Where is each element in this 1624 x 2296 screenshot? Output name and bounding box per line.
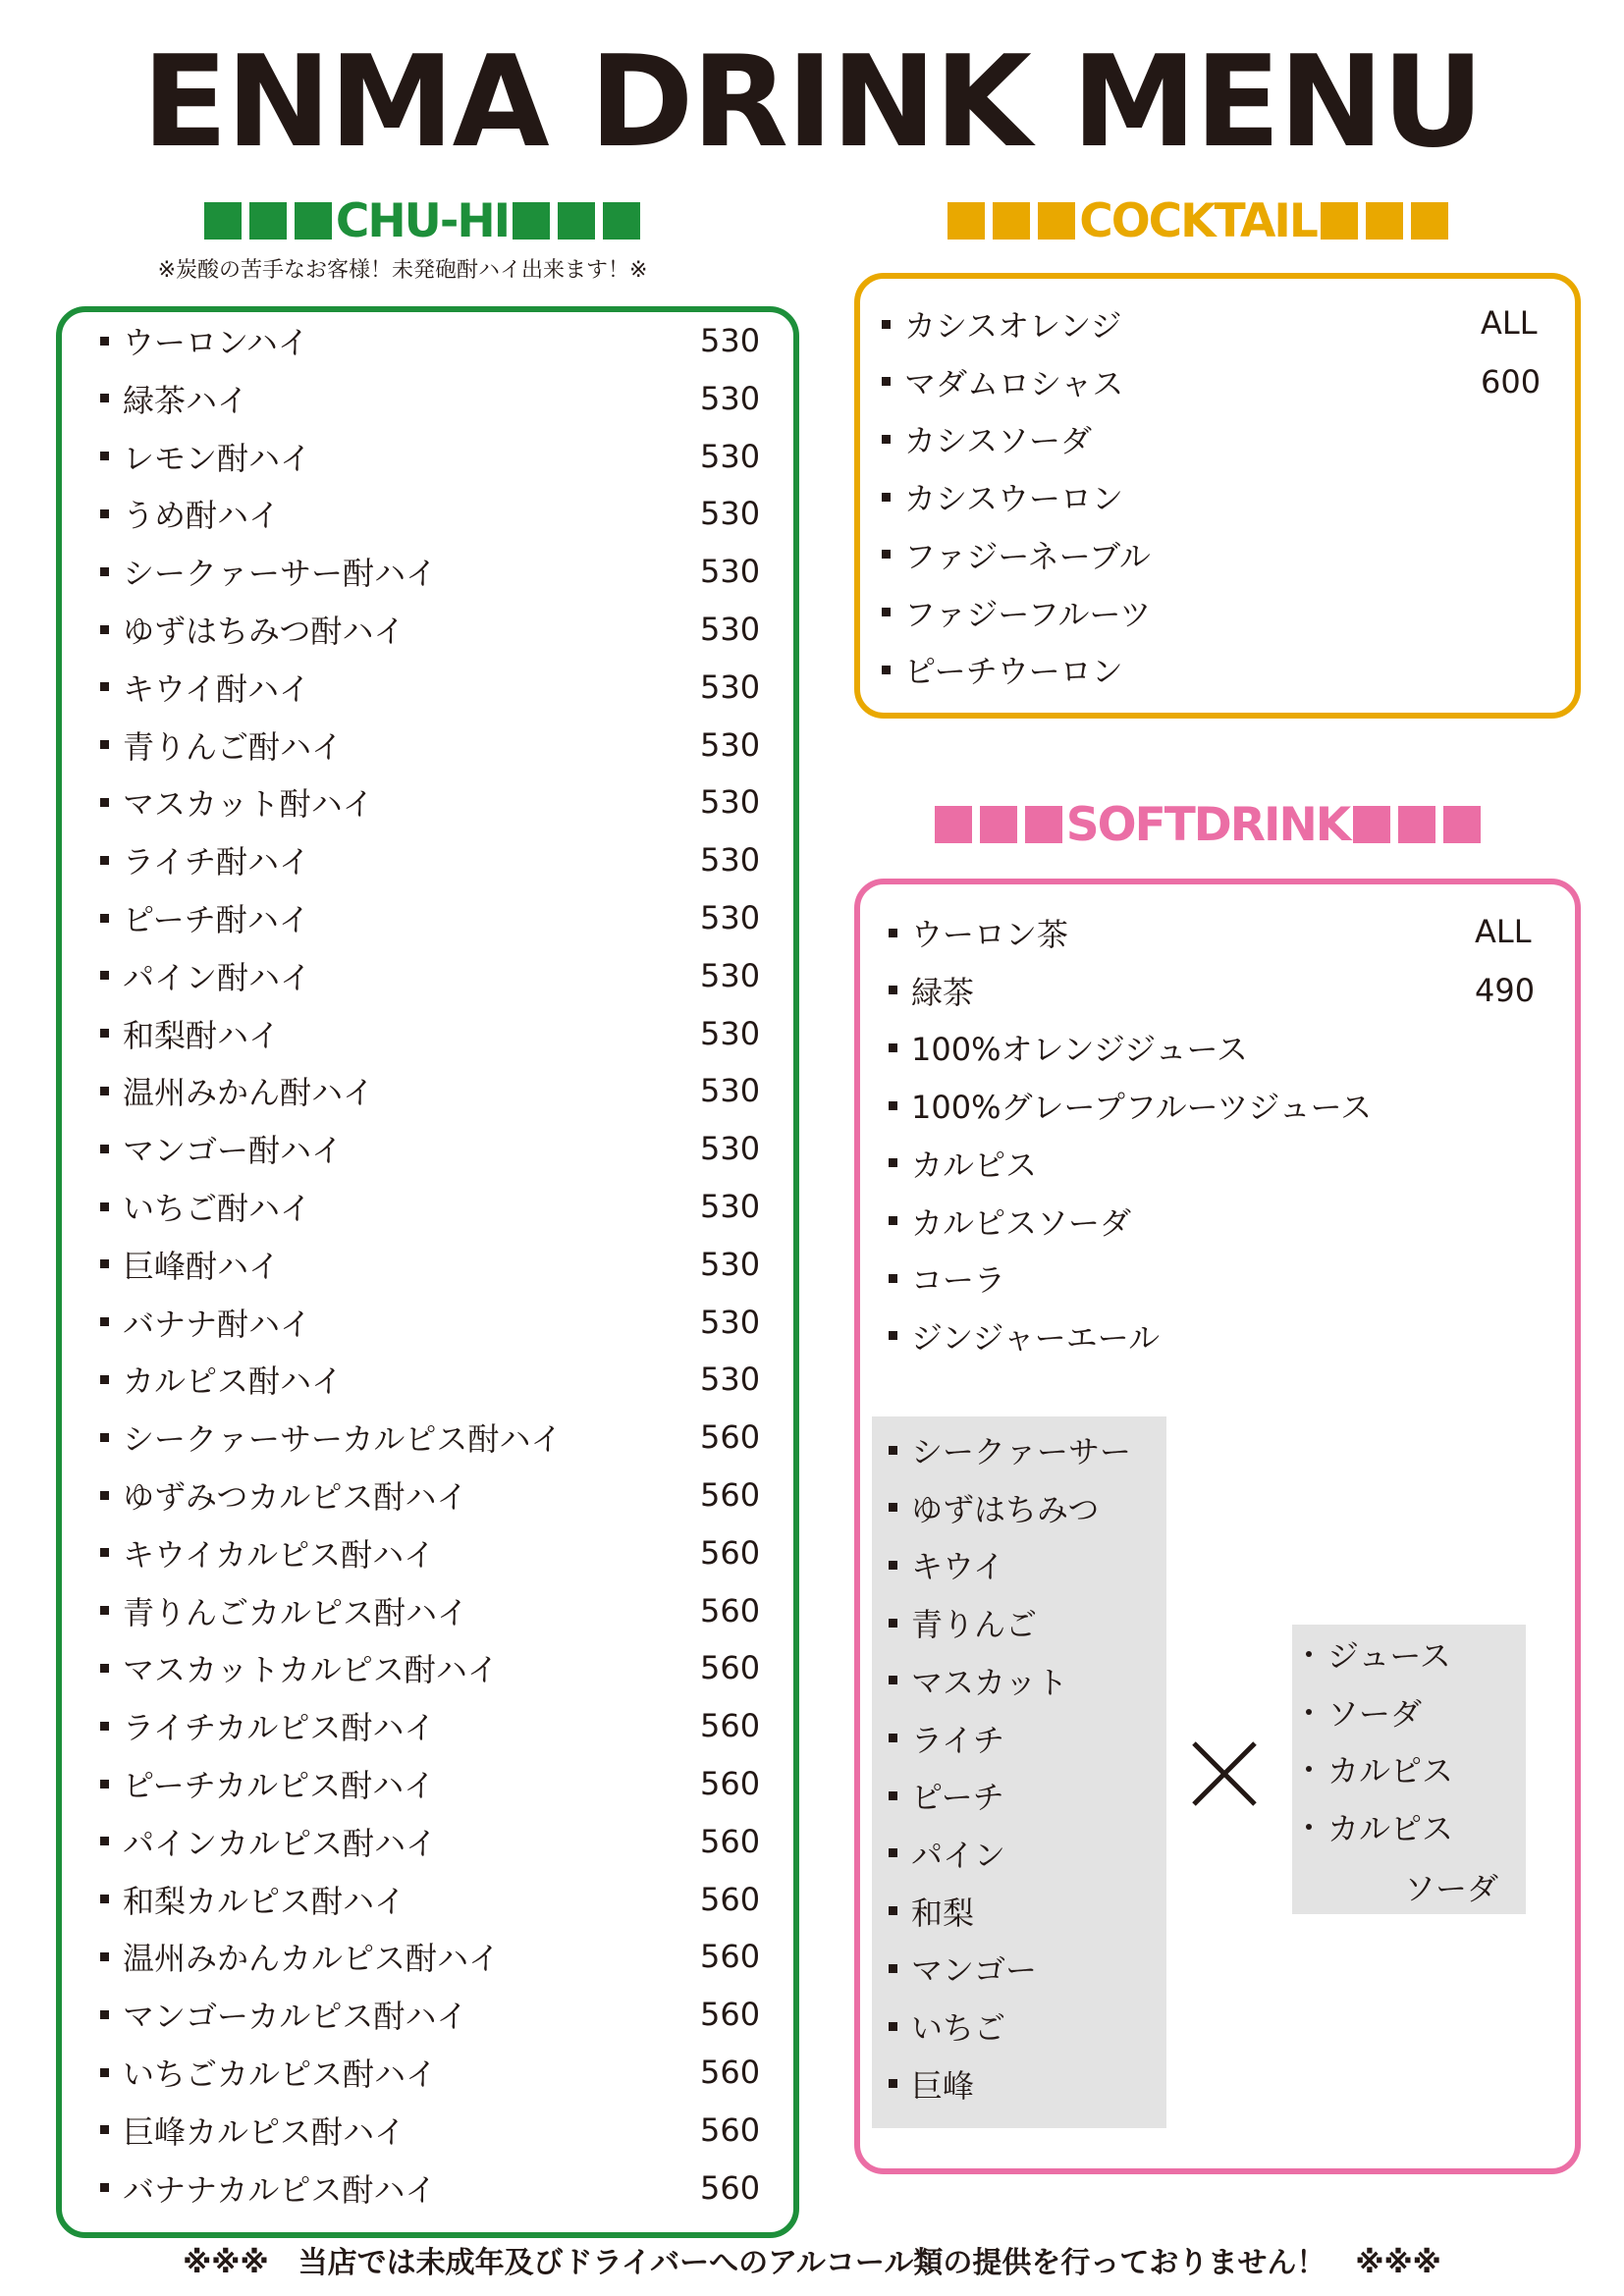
chuhi-item-label: マスカットカルピス酎ハイ xyxy=(123,1651,499,1689)
page-title: ENMA DRINK MENU xyxy=(141,29,1483,176)
chuhi-item xyxy=(100,1127,343,1170)
bullet-icon xyxy=(100,1259,109,1268)
chuhi-heading xyxy=(177,193,668,248)
flavor-item xyxy=(889,2004,1005,2048)
chuhi-item-label: キウイ酎ハイ xyxy=(123,669,311,708)
chuhi-heading-text: CHU-HI xyxy=(335,193,510,248)
bullet-icon xyxy=(1306,1709,1312,1715)
cocktail-item xyxy=(882,475,1123,518)
chuhi-item-price: 530 xyxy=(700,956,761,994)
softdrink-item xyxy=(889,1084,1372,1127)
cocktail-item-label: カシスオレンジ xyxy=(904,307,1122,345)
bullet-icon xyxy=(100,1317,109,1326)
bullet-icon xyxy=(100,1548,109,1557)
decor-square xyxy=(513,202,550,240)
bullet-icon xyxy=(100,2183,109,2192)
chuhi-item-label: ライチ酎ハイ xyxy=(123,843,311,881)
flavor-item-label: マンゴー xyxy=(911,1951,1038,1990)
flavor-item xyxy=(889,1774,1004,1817)
decor-square xyxy=(935,806,972,843)
decor-square xyxy=(295,202,332,240)
cocktail-item xyxy=(882,533,1151,576)
chuhi-item-label: 和梨カルピス酎ハイ xyxy=(123,1882,406,1920)
chuhi-item-label: バナナカルピス酎ハイ xyxy=(123,2170,437,2209)
decor-square xyxy=(1411,202,1448,240)
bullet-icon xyxy=(889,1101,897,1110)
chuhi-item xyxy=(100,723,343,767)
cocktail-item-label: カシスソーダ xyxy=(904,422,1093,460)
chuhi-item-price: 530 xyxy=(700,322,761,359)
chuhi-item-price: 530 xyxy=(700,379,761,417)
flavor-item-label: ライチ xyxy=(911,1721,1005,1759)
chuhi-item-price: 560 xyxy=(700,2110,761,2149)
chuhi-item xyxy=(100,1069,374,1112)
bullet-icon xyxy=(100,509,109,518)
chuhi-item xyxy=(100,1935,500,1978)
chuhi-item-label: バナナ酎ハイ xyxy=(123,1305,312,1343)
softdrink-item-label: ウーロン茶 xyxy=(911,916,1069,953)
bullet-icon xyxy=(889,1734,897,1742)
chuhi-item-label: レモン酎ハイ xyxy=(123,439,312,477)
decor-square xyxy=(204,202,242,240)
bullet-icon xyxy=(100,1029,109,1038)
flavor-item xyxy=(889,1543,1004,1586)
chuhi-item-price: 530 xyxy=(700,1014,761,1052)
chuhi-item-label: 青りんご酎ハイ xyxy=(123,727,344,766)
chuhi-note: ※炭酸の苦手なお客様！未発砲酎ハイ出来ます！※ xyxy=(157,258,648,283)
flavor-item-label: いちご xyxy=(911,2009,1006,2047)
mixer-item xyxy=(1306,1805,1453,1848)
bullet-icon xyxy=(889,2079,897,2088)
mixer-item xyxy=(1306,1632,1451,1676)
chuhi-item-price: 560 xyxy=(700,1765,761,1802)
bullet-icon xyxy=(882,608,891,616)
chuhi-item-label: 温州みかん酎ハイ xyxy=(123,1074,375,1112)
chuhi-item xyxy=(100,1185,311,1228)
bullet-icon xyxy=(100,1780,109,1789)
chuhi-item xyxy=(100,1358,343,1401)
mixer-item xyxy=(1306,1690,1422,1734)
softdrink-item xyxy=(889,1142,1037,1185)
chuhi-item-label: シークァーサー酎ハイ xyxy=(123,555,438,593)
bullet-icon xyxy=(100,567,109,576)
bullet-icon xyxy=(100,625,109,634)
softdrink-price-label: ALL xyxy=(1475,913,1532,950)
flavor-item xyxy=(889,1486,1099,1529)
decor-square xyxy=(1321,202,1358,240)
bullet-icon xyxy=(100,1952,109,1961)
flavor-item-label: 巨峰 xyxy=(911,2066,975,2105)
softdrink-item xyxy=(889,1256,1005,1300)
decor-square xyxy=(1025,806,1062,843)
mixer-suffix: ソーダ xyxy=(1404,1870,1499,1907)
chuhi-item-price: 560 xyxy=(700,1707,761,1745)
softdrink-price: 490 xyxy=(1475,972,1536,1009)
bullet-icon xyxy=(889,1964,897,1973)
cocktail-price-label: ALL xyxy=(1481,304,1538,342)
chuhi-item-price: 530 xyxy=(700,1303,761,1341)
bullet-icon xyxy=(100,394,109,402)
bullet-icon xyxy=(889,1619,897,1628)
bullet-icon xyxy=(100,1202,109,1211)
decor-square xyxy=(1038,202,1075,240)
chuhi-item xyxy=(100,1415,562,1459)
bullet-icon xyxy=(882,493,891,502)
cocktail-item xyxy=(882,591,1151,634)
bullet-icon xyxy=(889,1561,897,1570)
cocktail-item xyxy=(882,417,1092,460)
cocktail-heading xyxy=(918,193,1478,248)
bullet-icon xyxy=(100,682,109,691)
bullet-icon xyxy=(100,1895,109,1903)
chuhi-item xyxy=(100,492,280,535)
chuhi-item xyxy=(100,550,437,593)
bullet-icon xyxy=(889,1216,897,1225)
chuhi-item-price: 530 xyxy=(700,725,761,764)
chuhi-item xyxy=(100,2051,437,2094)
flavor-item-label: ピーチ xyxy=(911,1779,1004,1817)
mixer-item-label: ソーダ xyxy=(1327,1694,1423,1733)
cocktail-heading-text: COCKTAIL xyxy=(1079,193,1317,248)
flavor-item xyxy=(889,1717,1004,1760)
chuhi-item-label: ライチカルピス酎ハイ xyxy=(123,1709,436,1747)
cocktail-price: 600 xyxy=(1481,363,1542,400)
chuhi-item-price: 560 xyxy=(700,1476,761,1514)
chuhi-item-price: 560 xyxy=(700,1533,761,1572)
bullet-icon xyxy=(1306,1766,1312,1772)
flavor-item xyxy=(889,1832,1005,1875)
chuhi-item xyxy=(100,1473,467,1517)
bullet-icon xyxy=(100,2125,109,2134)
chuhi-item xyxy=(100,1531,435,1575)
softdrink-item-label: 緑茶 xyxy=(911,973,975,1011)
decor-square xyxy=(1398,806,1435,843)
flavor-item xyxy=(889,2062,974,2106)
flavor-item xyxy=(889,1428,1131,1471)
chuhi-item-label: ピーチカルピス酎ハイ xyxy=(123,1767,436,1804)
softdrink-item xyxy=(889,911,1068,954)
chuhi-item-price: 560 xyxy=(700,2168,761,2207)
chuhi-item xyxy=(100,319,309,362)
decor-square xyxy=(1443,806,1481,843)
chuhi-item xyxy=(100,2166,436,2210)
chuhi-item-label: ウーロンハイ xyxy=(123,324,309,361)
chuhi-item-price: 530 xyxy=(700,1130,761,1168)
softdrink-item-label: カルピス xyxy=(911,1146,1038,1184)
chuhi-item xyxy=(100,1646,499,1689)
chuhi-item-price: 560 xyxy=(700,1649,761,1687)
chuhi-item-price: 560 xyxy=(700,1996,761,2034)
bullet-icon xyxy=(889,986,897,994)
softdrink-item xyxy=(889,1314,1160,1358)
softdrink-item-label: カルピスソーダ xyxy=(911,1203,1132,1242)
chuhi-item-label: パイン酎ハイ xyxy=(123,958,312,996)
chuhi-item-label: マンゴー酎ハイ xyxy=(123,1132,344,1170)
flavor-item-label: マスカット xyxy=(911,1663,1068,1701)
bullet-icon xyxy=(100,2068,109,2077)
chuhi-item-label: いちご酎ハイ xyxy=(123,1190,312,1227)
chuhi-item xyxy=(100,2109,406,2152)
chuhi-item xyxy=(100,1243,280,1286)
softdrink-item xyxy=(889,1026,1248,1069)
bullet-icon xyxy=(100,798,109,807)
bullet-icon xyxy=(100,1664,109,1673)
chuhi-item-label: ゆずみつカルピス酎ハイ xyxy=(123,1478,468,1516)
chuhi-item-label: うめ酎ハイ xyxy=(123,497,281,535)
chuhi-item-price: 530 xyxy=(700,841,761,880)
chuhi-item-label: マスカット酎ハイ xyxy=(123,785,374,824)
chuhi-item xyxy=(100,1762,435,1805)
softdrink-item-label: 100%グレープフルーツジュース xyxy=(911,1089,1373,1127)
bullet-icon xyxy=(882,666,891,674)
cocktail-item xyxy=(882,360,1123,403)
bullet-icon xyxy=(100,1491,109,1500)
bullet-icon xyxy=(100,2010,109,2019)
bullet-icon xyxy=(882,377,891,386)
chuhi-item xyxy=(100,780,374,824)
chuhi-item xyxy=(100,838,310,881)
chuhi-item-price: 560 xyxy=(700,1822,761,1860)
chuhi-item-label: ゆずはちみつ酎ハイ xyxy=(123,613,406,650)
footer-notice: ※※※ 当店では未成年及びドライバーへのアルコール類の提供を行っておりません！ ※※※ xyxy=(183,2246,1441,2280)
bullet-icon xyxy=(889,1158,897,1167)
bullet-icon xyxy=(889,1906,897,1915)
chuhi-item-price: 530 xyxy=(700,1245,761,1283)
decor-square xyxy=(249,202,287,240)
flavor-item xyxy=(889,1659,1068,1702)
chuhi-item-price: 530 xyxy=(700,553,761,591)
chuhi-item-price: 530 xyxy=(700,899,761,936)
softdrink-heading-text: SOFTDRINK xyxy=(1065,797,1350,852)
bullet-icon xyxy=(100,1837,109,1845)
bullet-icon xyxy=(100,971,109,980)
decor-square xyxy=(558,202,595,240)
softdrink-item-label: ジンジャーエール xyxy=(911,1318,1161,1357)
chuhi-item-label: ピーチ酎ハイ xyxy=(123,901,310,938)
mixer-item-label: ジュース xyxy=(1327,1637,1451,1675)
cross-icon xyxy=(1190,1739,1259,1808)
cocktail-item xyxy=(882,302,1121,346)
flavor-item xyxy=(889,1947,1037,1990)
bullet-icon xyxy=(889,1274,897,1283)
chuhi-item-label: キウイカルピス酎ハイ xyxy=(123,1535,436,1574)
chuhi-item-price: 560 xyxy=(700,1880,761,1918)
bullet-icon xyxy=(100,1606,109,1615)
chuhi-item xyxy=(100,1993,467,2036)
bullet-icon xyxy=(1306,1824,1312,1830)
chuhi-item-price: 560 xyxy=(700,1938,761,1976)
chuhi-item-price: 560 xyxy=(700,1591,761,1629)
bullet-icon xyxy=(889,1043,897,1052)
bullet-icon xyxy=(882,320,891,329)
bullet-icon xyxy=(889,1848,897,1857)
chuhi-item-label: パインカルピス酎ハイ xyxy=(123,1824,438,1862)
mixer-item-label: カルピス xyxy=(1327,1752,1454,1790)
chuhi-item-price: 530 xyxy=(700,437,761,475)
mixer-item-label: カルピス xyxy=(1327,1810,1454,1848)
chuhi-item xyxy=(100,1589,468,1632)
softdrink-heading xyxy=(918,797,1497,852)
flavor-item-label: 和梨 xyxy=(911,1894,975,1932)
flavor-item xyxy=(889,1890,974,1933)
bullet-icon xyxy=(1306,1651,1312,1657)
chuhi-item-label: 巨峰カルピス酎ハイ xyxy=(123,2112,406,2151)
chuhi-item-price: 530 xyxy=(700,495,761,533)
softdrink-item xyxy=(889,1200,1131,1243)
chuhi-item-price: 530 xyxy=(700,1188,761,1225)
chuhi-item xyxy=(100,896,310,939)
decor-square xyxy=(1353,806,1390,843)
chuhi-item xyxy=(100,666,310,709)
cocktail-item-label: マダムロシャス xyxy=(904,364,1124,402)
chuhi-item-price: 530 xyxy=(700,1361,761,1399)
decor-square xyxy=(1366,202,1403,240)
chuhi-item-price: 560 xyxy=(700,2054,761,2091)
cocktail-item xyxy=(882,648,1123,691)
bullet-icon xyxy=(100,1145,109,1153)
chuhi-item-price: 530 xyxy=(700,783,761,822)
bullet-icon xyxy=(100,1375,109,1384)
bullet-icon xyxy=(100,914,109,923)
bullet-icon xyxy=(889,1676,897,1684)
flavor-item-label: キウイ xyxy=(911,1548,1005,1586)
bullet-icon xyxy=(100,337,109,346)
chuhi-item-price: 530 xyxy=(700,611,761,648)
flavor-item-label: シークァーサー xyxy=(911,1433,1132,1470)
chuhi-item xyxy=(100,954,311,997)
chuhi-item-label: 和梨酎ハイ xyxy=(123,1016,281,1054)
chuhi-item-price: 560 xyxy=(700,1418,761,1457)
chuhi-item-price: 530 xyxy=(700,1072,761,1110)
mixer-item xyxy=(1306,1747,1453,1790)
bullet-icon xyxy=(889,929,897,937)
chuhi-item xyxy=(100,377,248,420)
flavor-item-label: ゆずはちみつ xyxy=(911,1490,1100,1528)
decor-square xyxy=(993,202,1030,240)
cocktail-item-label: ファジーネーブル xyxy=(904,537,1151,575)
decor-square xyxy=(603,202,640,240)
bullet-icon xyxy=(100,1087,109,1095)
chuhi-item xyxy=(100,1012,280,1055)
chuhi-item-label: マンゴーカルピス酎ハイ xyxy=(123,1998,468,2036)
flavor-item-label: 青りんご xyxy=(911,1606,1038,1644)
chuhi-item-label: 巨峰酎ハイ xyxy=(123,1247,281,1285)
bullet-icon xyxy=(100,856,109,865)
bullet-icon xyxy=(889,1791,897,1800)
chuhi-item xyxy=(100,1878,406,1921)
chuhi-item xyxy=(100,1820,437,1863)
bullet-icon xyxy=(889,1331,897,1340)
bullet-icon xyxy=(889,1446,897,1455)
chuhi-item xyxy=(100,1301,311,1344)
cocktail-item-label: カシスウーロン xyxy=(904,480,1124,518)
bullet-icon xyxy=(100,1722,109,1731)
chuhi-item-label: 温州みかんカルピス酎ハイ xyxy=(123,1940,501,1978)
chuhi-item-label: シークァーサーカルピス酎ハイ xyxy=(123,1420,563,1459)
decor-square xyxy=(980,806,1017,843)
softdrink-item-label: 100%オレンジジュース xyxy=(911,1031,1248,1069)
cocktail-item-label: ファジーフルーツ xyxy=(904,595,1152,633)
softdrink-item xyxy=(889,969,974,1012)
chuhi-item xyxy=(100,1704,435,1747)
bullet-icon xyxy=(889,2022,897,2031)
bullet-icon xyxy=(882,435,891,444)
bullet-icon xyxy=(882,550,891,559)
flavor-item xyxy=(889,1601,1037,1644)
bullet-icon xyxy=(889,1503,897,1512)
softdrink-item-label: コーラ xyxy=(911,1261,1006,1300)
cocktail-item-label: ピーチウーロン xyxy=(904,653,1123,691)
bullet-icon xyxy=(100,452,109,460)
chuhi-item-label: 青りんごカルピス酎ハイ xyxy=(123,1593,469,1631)
chuhi-item-price: 530 xyxy=(700,667,761,706)
chuhi-item xyxy=(100,435,311,478)
chuhi-item-label: いちごカルピス酎ハイ xyxy=(123,2056,438,2093)
flavor-item-label: パイン xyxy=(911,1836,1006,1874)
chuhi-item-label: カルピス酎ハイ xyxy=(123,1362,344,1401)
bullet-icon xyxy=(100,740,109,749)
chuhi-item xyxy=(100,608,405,651)
decor-square xyxy=(947,202,985,240)
chuhi-item-label: 緑茶ハイ xyxy=(123,381,249,419)
bullet-icon xyxy=(100,1433,109,1442)
